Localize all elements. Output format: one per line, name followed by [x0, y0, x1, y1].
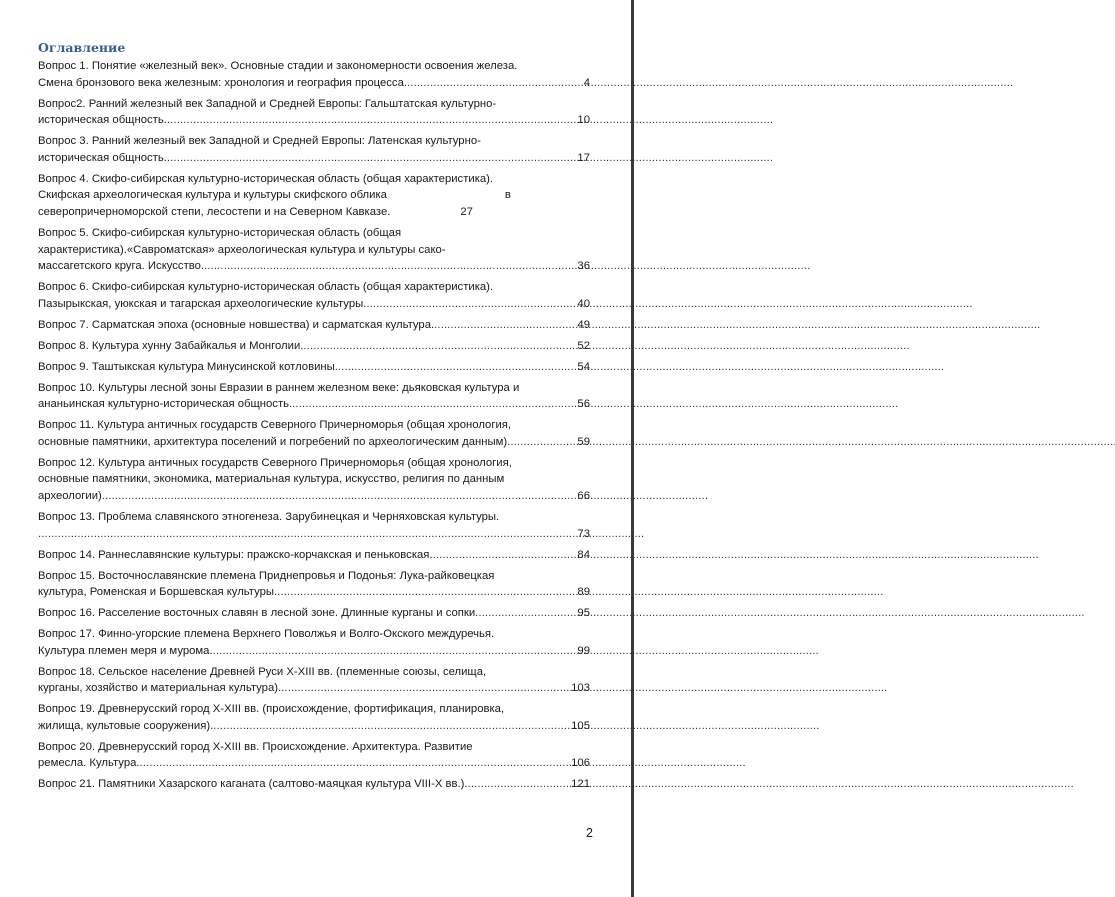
- toc-leader-dots: [407, 75, 584, 92]
- toc-entry-line: [38, 279, 590, 296]
- toc-entry-line: [38, 701, 590, 718]
- toc-entry[interactable]: [38, 664, 590, 697]
- toc-entry-text: Вопрос 18. Сельское население Древней Руси X-XIII вв. (племенные союзы, селища,: [38, 665, 487, 678]
- toc-page-number[interactable]: 89: [577, 586, 590, 599]
- toc-entry-text: культура, Роменская и Боршевская культуры.: [38, 586, 278, 599]
- toc-leader-dots: [102, 488, 578, 505]
- toc-entry[interactable]: [38, 279, 590, 312]
- toc-entry[interactable]: [38, 568, 590, 601]
- toc-entry-text: Вопрос 7. Сарматская эпоха (основные новшества) и сарматская культура.: [38, 318, 435, 331]
- toc-entry-text: ремесла. Культура.: [38, 757, 140, 770]
- toc-page-number[interactable]: 95: [577, 607, 590, 620]
- toc-entry-text: Вопрос 12. Культура античных государств Северного Причерноморья (общая хронология,: [38, 456, 512, 469]
- toc-page-number[interactable]: 103: [571, 682, 590, 695]
- table-of-contents: [38, 40, 590, 797]
- toc-entry-line: [38, 568, 590, 585]
- toc-entry-line: [38, 739, 590, 756]
- toc-entry-text: Вопрос 16. Расселение восточных славян в лесной зоне. Длинные курганы и сопки.: [38, 607, 479, 620]
- toc-entry-text: Вопрос 11. Культура античных государств Северного Причерноморья (общая хронология,: [38, 419, 512, 432]
- toc-entry[interactable]: [38, 605, 590, 622]
- toc-entry-text: жилища, культовые сооружения).: [38, 719, 214, 732]
- toc-entry-line: [38, 396, 590, 413]
- toc-entry[interactable]: [38, 739, 590, 772]
- toc-entry-text: Вопрос 15. Восточнославянские племена Приднепровья и Подонья: Лука-райковецкая: [38, 569, 495, 582]
- toc-leader-dots: [510, 434, 577, 451]
- toc-entry-line: [38, 96, 590, 113]
- toc-entry-text: археологии): [38, 489, 102, 502]
- toc-entry-text: Пазырыкская, уюкская и тагарская археологические культуры.: [38, 297, 367, 310]
- toc-leader-dots: [468, 776, 572, 793]
- toc-entry-text: Вопрос 21. Памятники Хазарского каганата (салтово-маяцкая культура VIII-X вв.).: [38, 778, 468, 791]
- toc-entry-text: курганы, хозяйство и материальная культура).: [38, 682, 282, 695]
- toc-entry-line: [38, 171, 590, 188]
- toc-entry[interactable]: [38, 133, 590, 166]
- toc-leader-dots: [434, 317, 577, 334]
- toc-entry-text: историческая общность.: [38, 151, 167, 164]
- toc-entry-line: [38, 417, 590, 434]
- toc-entry-line: [38, 317, 590, 334]
- toc-entry[interactable]: [38, 359, 590, 376]
- toc-page-number[interactable]: 59: [577, 435, 590, 448]
- toc-page-number[interactable]: 36: [577, 260, 590, 273]
- toc-leader-dots: [167, 150, 578, 167]
- toc-entry-text: Смена бронзового века железным: хронология и география процесса.: [38, 76, 408, 89]
- toc-entry-line: [38, 455, 590, 472]
- toc-page-number[interactable]: 10: [577, 114, 590, 127]
- toc-leader-dots: [204, 258, 577, 275]
- toc-leader-dots: [167, 112, 578, 129]
- toc-leader-dots: [366, 296, 577, 313]
- page-number: 2: [586, 826, 593, 840]
- toc-entry[interactable]: [38, 171, 590, 221]
- toc-entry-text: Вопрос 19. Древнерусский город X-XIII вв. (происхождение, фортификация, планировка,: [38, 703, 505, 716]
- toc-entry[interactable]: [38, 701, 590, 734]
- toc-leader-dots: [292, 396, 577, 413]
- toc-page-number[interactable]: 121: [571, 778, 590, 791]
- toc-leader-dots: [281, 680, 571, 697]
- toc-page-number[interactable]: 105: [571, 719, 590, 732]
- toc-entry-text: основные памятники, архитектура поселений и погребений по археологическим данным).: [38, 435, 511, 448]
- toc-leader-dots: [140, 755, 572, 772]
- toc-entry[interactable]: [38, 547, 590, 564]
- toc-entry[interactable]: [38, 380, 590, 413]
- toc-entry-line: [38, 718, 590, 735]
- toc-page-label: в: [504, 189, 511, 202]
- toc-entry[interactable]: [38, 417, 590, 450]
- toc-page-number[interactable]: 99: [577, 644, 590, 657]
- toc-page-number[interactable]: 106: [571, 757, 590, 770]
- toc-entry[interactable]: [38, 96, 590, 129]
- toc-leader-dots: [433, 547, 578, 564]
- toc-entry-text: массагетского круга. Искусство.: [38, 260, 205, 273]
- toc-entry-text: Вопрос 3. Ранний железный век Западной и Средней Европы: Латенская культурно-: [38, 135, 481, 148]
- toc-entry-text: Вопрос 6. Скифо-сибирская культурно-историческая область (общая характеристика).: [38, 281, 494, 294]
- toc-entry-line: [38, 434, 590, 451]
- toc-entry-line: [38, 526, 590, 543]
- toc-entry-line: [38, 643, 590, 660]
- toc-entry-text: Вопрос 4. Скифо-сибирская культурно-историческая область (общая характеристика).: [38, 172, 494, 185]
- toc-entry-text: Вопрос 9. Таштыкская культура Минусинской котловины.: [38, 360, 338, 373]
- toc-entry[interactable]: [38, 317, 590, 334]
- toc-page-number[interactable]: 84: [577, 548, 590, 561]
- toc-entry-text: Вопрос2. Ранний железный век Западной и Средней Европы: Гальштатская культурно-: [38, 97, 497, 110]
- toc-entry-line: [38, 242, 590, 259]
- toc-page-number[interactable]: 49: [577, 318, 590, 331]
- toc-entry-line: [38, 664, 590, 681]
- toc-entry-line: [38, 296, 590, 313]
- toc-entry-line: [38, 112, 590, 129]
- toc-entry-text: ананьинская культурно-историческая общность.: [38, 398, 293, 411]
- toc-entry-line: [38, 584, 590, 601]
- toc-entry-line: [38, 359, 590, 376]
- toc-entry-text: Вопрос 8. Культура хунну Забайкалья и Монголии.: [38, 339, 304, 352]
- toc-entry-text: основные памятники, экономика, материальная культура, искусство, религия по данным: [38, 473, 505, 486]
- toc-entry-text: характеристика).«Савроматская» археологическая культура и культуры сако-: [38, 243, 446, 256]
- toc-page-number[interactable]: 27: [460, 205, 473, 218]
- toc-leader-dots: [213, 643, 578, 660]
- toc-leader-dots: [303, 338, 577, 355]
- toc-leader-dots: [213, 718, 571, 735]
- toc-leader-dots: [478, 605, 577, 622]
- toc-page-number[interactable]: 17: [577, 151, 590, 164]
- toc-entry[interactable]: [38, 509, 590, 542]
- toc-entry-text: Вопрос 14. Раннеславянские культуры: пражско-корчакская и пеньковская.: [38, 548, 433, 561]
- toc-entry-line: [38, 225, 590, 242]
- toc-entry[interactable]: [38, 776, 590, 793]
- toc-heading: Оглавление: [38, 40, 126, 55]
- toc-entry-text: Вопрос 17. Финно-угорские племена Верхнего Поволжья и Волго-Окского междуречья.: [38, 628, 495, 641]
- toc-entry-line: [38, 150, 590, 167]
- toc-entry-line: [38, 488, 590, 505]
- toc-entry-line: [38, 58, 590, 75]
- toc-entry-text: Вопрос 13. Проблема славянского этногенеза. Зарубинецкая и Черняховская культуры.: [38, 510, 500, 523]
- toc-entry-line: [38, 380, 590, 397]
- toc-entry-line: [38, 755, 590, 772]
- toc-leader-dots: [38, 526, 577, 543]
- toc-entry-text: Вопрос 10. Культуры лесной зоны Евразии в раннем железном веке: дьяковская культура и: [38, 381, 520, 394]
- toc-entry[interactable]: [38, 225, 590, 275]
- toc-entry-line: [38, 133, 590, 150]
- toc-page-number[interactable]: 40: [577, 297, 590, 310]
- toc-page-number[interactable]: 54: [577, 360, 590, 373]
- toc-entries: [38, 58, 590, 793]
- toc-entry-text: Вопрос 1. Понятие «железный век». Основные стадии и закономерности освоения железа.: [38, 60, 518, 72]
- toc-entry-text: Скифская археологическая культура и культуры скифского облика: [38, 189, 387, 202]
- toc-entry-line: [38, 338, 590, 355]
- toc-leader-dots: [277, 584, 577, 601]
- toc-page-number[interactable]: 4: [583, 76, 590, 89]
- toc-entry-text: Вопрос 20. Древнерусский город X-XIII вв. Происхождение. Архитектура. Развитие: [38, 740, 473, 753]
- toc-entry-line: [38, 75, 590, 92]
- toc-entry-line: [38, 258, 590, 275]
- toc-entry-line: [38, 471, 590, 488]
- toc-entry-text: северопричерноморской степи, лесостепи и на Северном Кавказе.: [38, 205, 391, 218]
- toc-entry-line: [38, 626, 590, 643]
- toc-entry[interactable]: [38, 455, 590, 505]
- toc-entry-line: [38, 776, 590, 793]
- toc-page-number[interactable]: 56: [577, 398, 590, 411]
- toc-entry-line: [38, 187, 590, 204]
- toc-entry[interactable]: [38, 58, 590, 91]
- toc-entry-text: Вопрос 5. Скифо-сибирская культурно-историческая область (общая: [38, 226, 402, 239]
- toc-entry-line: [38, 547, 590, 564]
- toc-leader-dots: [338, 359, 578, 376]
- toc-page-number[interactable]: 73: [577, 527, 590, 540]
- toc-page-number[interactable]: 66: [577, 489, 590, 502]
- toc-entry-line: [38, 509, 590, 526]
- toc-entry-text: историческая общность.: [38, 114, 167, 127]
- toc-entry-line: [38, 204, 590, 221]
- toc-entry[interactable]: [38, 626, 590, 659]
- toc-page-number[interactable]: 52: [577, 339, 590, 352]
- toc-entry[interactable]: [38, 338, 590, 355]
- toc-entry-line: [38, 605, 590, 622]
- toc-entry-line: [38, 680, 590, 697]
- toc-entry-text: Культура племен меря и мурома.: [38, 644, 213, 657]
